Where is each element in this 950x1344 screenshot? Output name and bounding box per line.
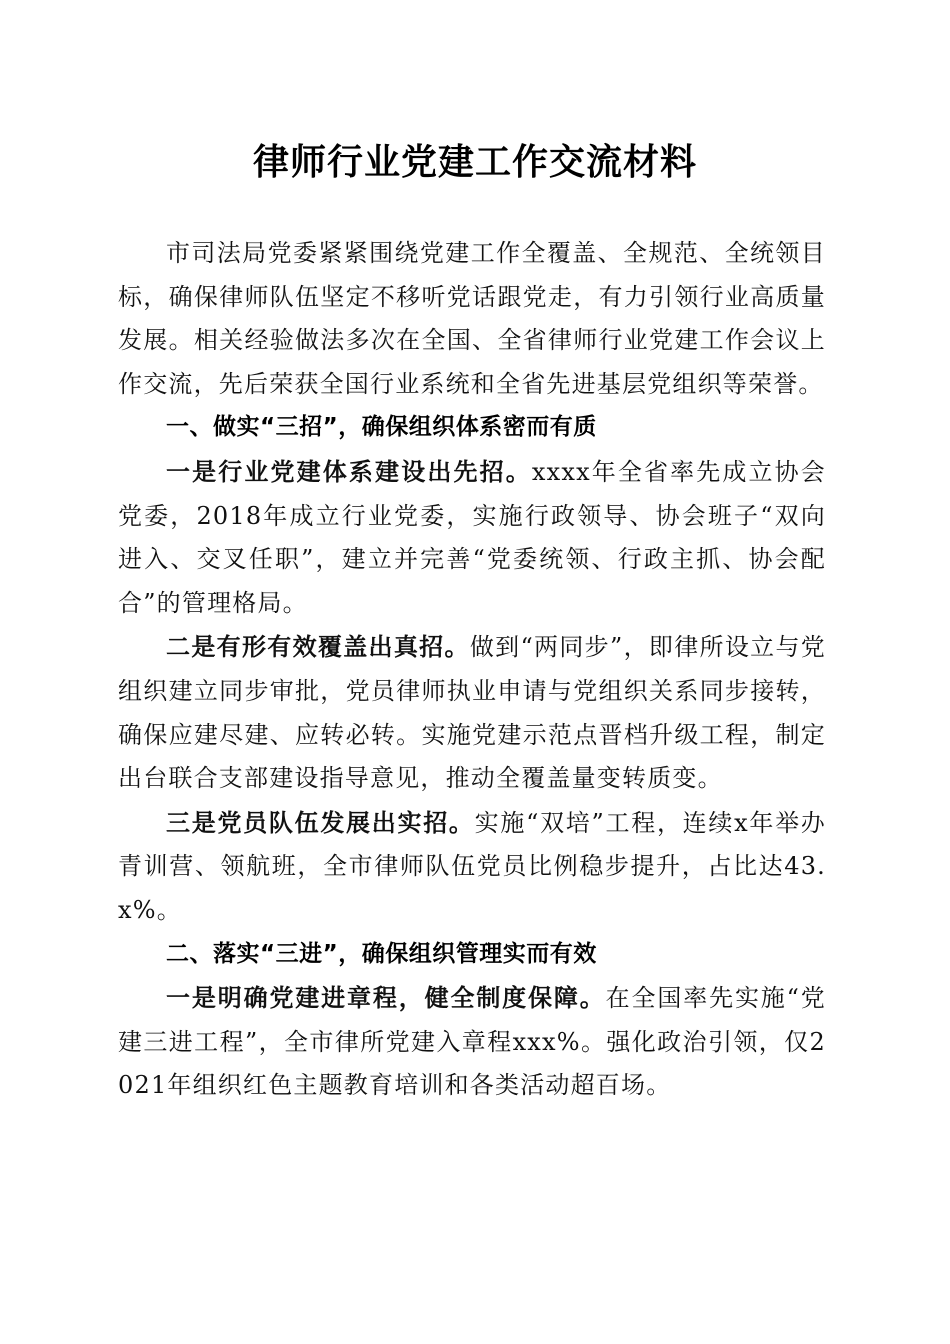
document-title: 律师行业党建工作交流材料 xyxy=(252,141,697,183)
item-text: 在全国率先实施“党建三进工程”，全市律所党建入章程xxx%。强化政治引领，仅2021年组织红色主题教育培训和各类活动超百场。 xyxy=(118,984,826,1100)
section-1-item-2 xyxy=(118,625,826,800)
item-text: 实施“双培”工程，连续x年举办青训营、领航班，全市律师队伍党员比例稳步提升，占比达43.x%。 xyxy=(118,808,826,924)
document-body xyxy=(118,232,826,1108)
section-1-item-1 xyxy=(118,450,826,625)
item-lead: 一是行业党建体系建设出先招。 xyxy=(166,456,532,486)
item-text: xxxx年全省率先成立协会党委，2018年成立行业党委，实施行政领导、协会班子“双向进入、交叉任职”，建立并完善“党委统领、行政主抓、协会配合”的管理格局。 xyxy=(118,457,826,617)
section-2-heading: 二、落实“三进”，确保组织管理实而有效 xyxy=(166,940,597,967)
item-text: 做到“两同步”，即律所设立与党组织建立同步审批，党员律师执业申请与党组织关系同步接转，确保应建尽建、应转必转。实施党建示范点晋档升级工程，制定出台联合支部建设指导意见，推动全覆盖量变转质变。 xyxy=(118,633,826,793)
item-lead: 二是有形有效覆盖出真招。 xyxy=(166,632,470,662)
section-1-item-3 xyxy=(118,801,826,933)
section-2-item-1 xyxy=(118,976,826,1108)
section-1-heading: 一、做实“三招”，确保组织体系密而有质 xyxy=(166,414,597,441)
intro-paragraph: 市司法局党委紧紧围绕党建工作全覆盖、全规范、全统领目标，确保律师队伍坚定不移听党话跟党走，有力引领行业高质量发展。相关经验做法多次在全国、全省律师行业党建工作会议上作交流，先后荣获全国行业系统和全省先进基层党组织等荣誉。 xyxy=(118,239,826,398)
item-lead: 一是明确党建进章程，健全制度保障。 xyxy=(166,983,606,1013)
item-lead: 三是党员队伍发展出实招。 xyxy=(166,807,475,837)
